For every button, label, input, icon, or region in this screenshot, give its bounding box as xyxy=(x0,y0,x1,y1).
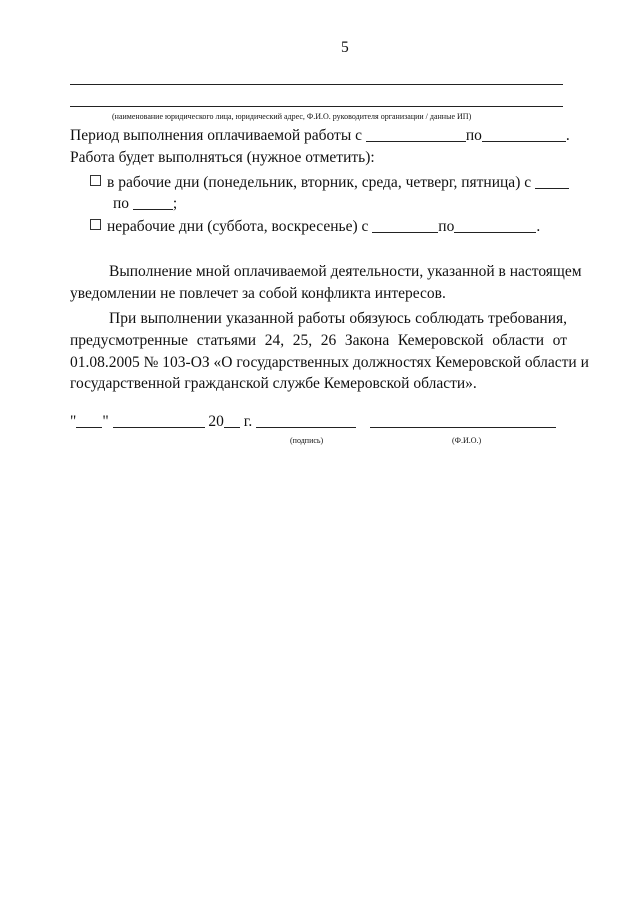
option-weekdays-cont xyxy=(113,194,177,214)
paragraph2-line3: 01.08.2005 № 103-ОЗ «О государственных должностях Кемеровской области и xyxy=(70,354,589,371)
weekends-to-blank[interactable] xyxy=(454,218,536,233)
page-number: 5 xyxy=(341,39,349,56)
org-line-1 xyxy=(70,84,563,85)
weekends-from-blank[interactable] xyxy=(372,218,438,233)
weekdays-label: в рабочие дни (понедельник, вторник, среда, четверг, пятница) с xyxy=(107,174,532,191)
paragraph2-line2: предусмотренные статьями 24, 25, 26 Закона Кемеровской области от xyxy=(70,332,567,349)
period-label: Период выполнения оплачиваемой работы с xyxy=(70,127,362,144)
name-caption: (Ф.И.О.) xyxy=(452,436,482,445)
date-quote-open: " xyxy=(70,413,77,430)
period-to-label: по xyxy=(465,127,482,144)
work-days-intro: Работа будет выполняться (нужное отметить): xyxy=(70,149,375,166)
name-blank[interactable] xyxy=(370,413,556,428)
weekdays-to-label: по xyxy=(113,195,130,212)
period-to-blank[interactable] xyxy=(482,127,566,142)
paragraph2-line1: При выполнении указанной работы обязуюсь соблюдать требования, xyxy=(109,310,567,327)
period-end: . xyxy=(565,127,570,144)
paragraph2-line4: государственной гражданской службе Кемеровской области». xyxy=(70,375,477,392)
period-line xyxy=(70,126,570,146)
org-line-2 xyxy=(70,106,563,107)
weekdays-from-blank[interactable] xyxy=(535,174,569,189)
year-prefix: 20 xyxy=(208,413,224,430)
sign-caption: (подпись) xyxy=(290,436,324,445)
paragraph1-line1: Выполнение мной оплачиваемой деятельности, указанной в настоящем xyxy=(109,263,582,280)
org-caption: (наименование юридического лица, юридический адрес, Ф.И.О. руководителя организации / данные ИП) xyxy=(112,112,472,121)
signature-line xyxy=(70,412,556,432)
date-quote-close: " xyxy=(102,413,109,430)
period-from-blank[interactable] xyxy=(366,127,466,142)
signature-blank[interactable] xyxy=(256,413,356,428)
weekends-end: . xyxy=(536,218,541,235)
weekdays-to-blank[interactable] xyxy=(133,195,173,210)
paragraph1-line2: уведомлении не повлечет за собой конфликта интересов. xyxy=(70,285,446,302)
year-suffix: г. xyxy=(243,413,253,430)
weekends-checkbox[interactable] xyxy=(90,219,101,230)
date-year-blank[interactable] xyxy=(224,413,240,428)
weekdays-checkbox[interactable] xyxy=(90,175,101,186)
date-month-blank[interactable] xyxy=(113,413,205,428)
date-day-blank[interactable] xyxy=(76,413,102,428)
weekends-to-label: по xyxy=(438,218,455,235)
weekdays-end: ; xyxy=(172,195,178,212)
option-weekdays xyxy=(90,173,569,193)
weekends-label: нерабочие дни (суббота, воскресенье) с xyxy=(107,218,369,235)
option-weekends xyxy=(90,217,540,237)
